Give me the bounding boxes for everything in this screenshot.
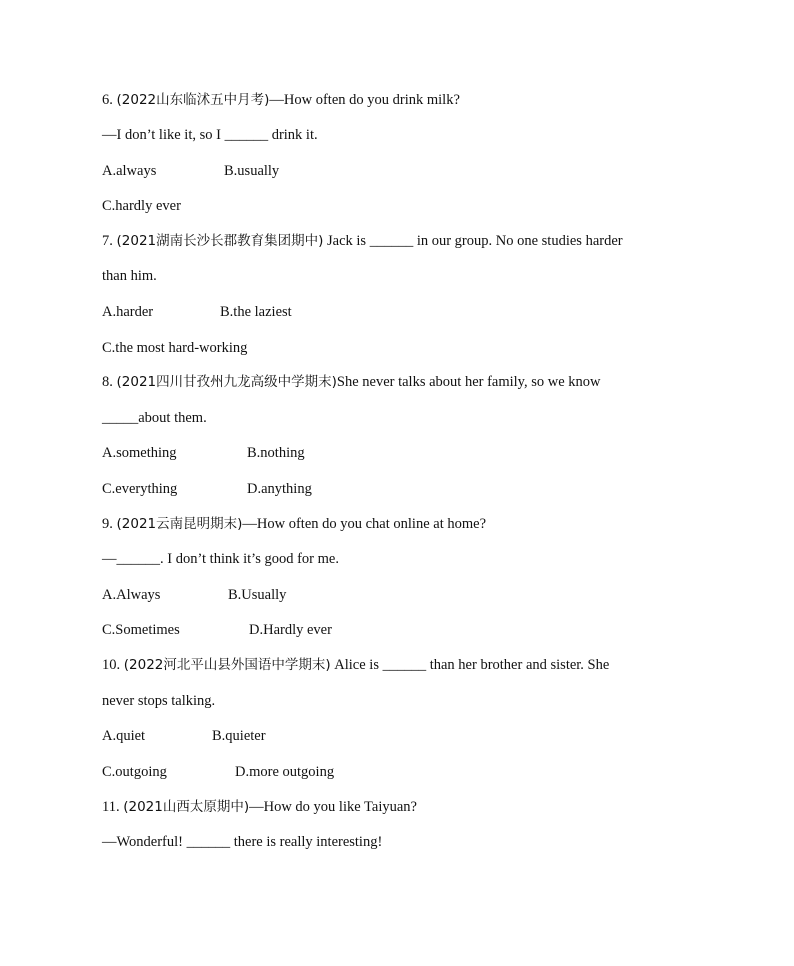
- question-6-options-row1: [102, 162, 280, 180]
- option-c: C.Sometimes: [102, 622, 180, 638]
- question-8-stem-line2: _____about them.: [102, 410, 207, 426]
- question-source: (2022河北平山县外国语中学期末): [123, 657, 331, 673]
- option-b: B.usually: [224, 163, 280, 179]
- question-9-stem-line2: —______. I don’t think it’s good for me.: [102, 551, 339, 567]
- question-source: (2021湖南长沙长郡教育集团期中): [116, 233, 324, 249]
- question-6-option-c: C.hardly ever: [102, 198, 181, 214]
- question-7-options-row1: [102, 303, 292, 321]
- question-source: (2021四川甘孜州九龙高级中学期末): [116, 374, 337, 390]
- question-7-stem: [102, 232, 623, 250]
- question-text: She never talks about her family, so we know: [336, 374, 601, 390]
- question-number: 6.: [102, 92, 113, 108]
- option-a: A.something: [102, 445, 177, 461]
- question-8-options-row1: [102, 444, 305, 462]
- option-b: B.quieter: [212, 728, 266, 744]
- question-text: —How often do you drink milk?: [269, 92, 460, 108]
- question-9-options-row1: [102, 586, 287, 604]
- option-b: B.nothing: [247, 445, 305, 461]
- question-number: 10.: [102, 657, 121, 673]
- option-d: D.more outgoing: [235, 764, 335, 780]
- option-d: D.Hardly ever: [249, 622, 332, 638]
- question-11-stem: [102, 798, 417, 816]
- question-9-options-row2: [102, 621, 332, 639]
- option-b: B.Usually: [228, 587, 287, 603]
- question-number: 11.: [102, 799, 120, 815]
- question-6-stem-line2: —I don’t like it, so I ______ drink it.: [102, 127, 318, 143]
- question-10-options-row2: [102, 763, 335, 781]
- question-7-stem-line2: than him.: [102, 268, 157, 284]
- option-d: D.anything: [247, 481, 312, 497]
- question-source: (2021山西太原期中): [123, 799, 250, 815]
- option-c: C.outgoing: [102, 764, 167, 780]
- question-10-stem-line2: never stops talking.: [102, 693, 216, 709]
- question-8-options-row2: [102, 480, 312, 498]
- question-text: Alice is ______ than her brother and sister. She: [330, 657, 610, 673]
- question-11-stem-line2: —Wonderful! ______ there is really interesting!: [102, 834, 383, 850]
- question-10-stem: [102, 656, 609, 674]
- question-source: (2021云南昆明期末): [116, 516, 243, 532]
- question-number: 8.: [102, 374, 113, 390]
- option-c: C.everything: [102, 481, 178, 497]
- question-8-stem: [102, 373, 601, 391]
- question-10-options-row1: [102, 727, 266, 745]
- question-number: 9.: [102, 516, 113, 532]
- question-6-stem: [102, 91, 460, 109]
- option-a: A.Always: [102, 587, 161, 603]
- question-7-option-c: C.the most hard-working: [102, 340, 248, 356]
- option-a: A.always: [102, 163, 157, 179]
- question-number: 7.: [102, 233, 113, 249]
- option-a: A.quiet: [102, 728, 146, 744]
- question-text: Jack is ______ in our group. No one studies harder: [323, 233, 623, 249]
- question-source: (2022山东临沭五中月考): [116, 92, 270, 108]
- question-text: —How often do you chat online at home?: [242, 516, 487, 532]
- question-text: —How do you like Taiyuan?: [249, 799, 417, 815]
- option-b: B.the laziest: [220, 304, 292, 320]
- question-9-stem: [102, 515, 486, 533]
- option-a: A.harder: [102, 304, 154, 320]
